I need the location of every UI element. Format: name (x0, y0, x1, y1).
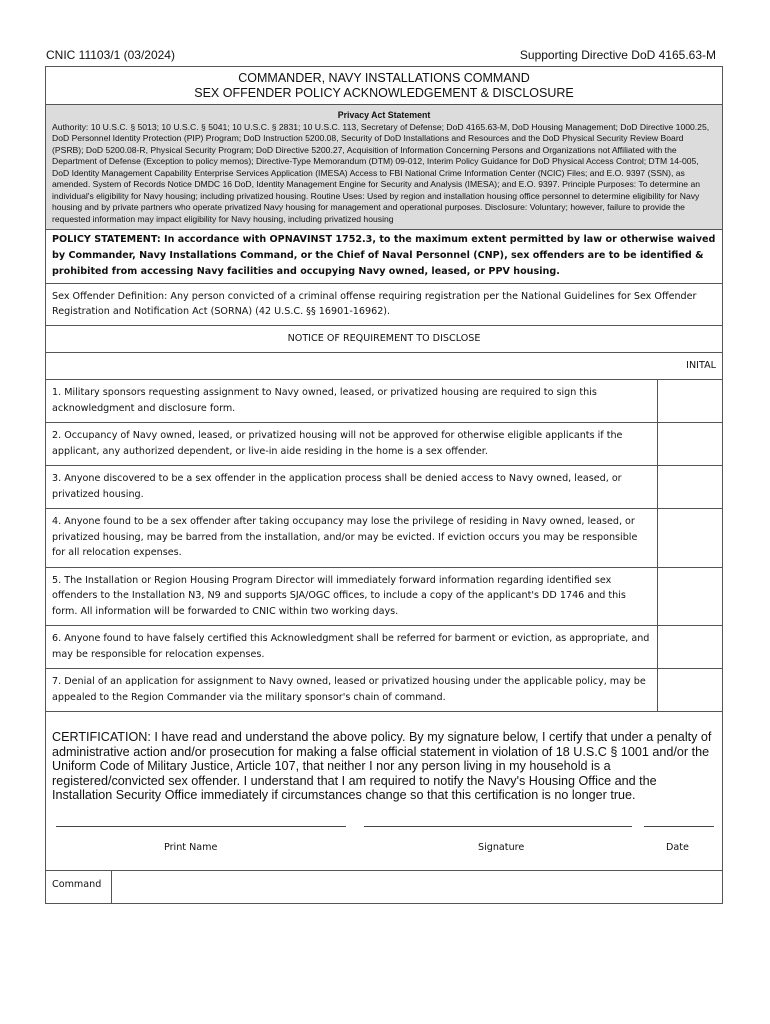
form-title (46, 67, 722, 105)
title-line-1: COMMANDER, NAVY INSTALLATIONS COMMAND (238, 71, 530, 85)
item-text: 7. Denial of an application for assignment to Navy owned, leased or privatized housing under the applicable policy, may be appealed to the Region Commander via the military sponsor's chain of command. (46, 669, 658, 711)
form-number: CNIC 11103/1 (03/2024) (46, 48, 175, 62)
initial-box-6[interactable] (658, 626, 722, 668)
signature-area (46, 814, 722, 871)
policy-statement: POLICY STATEMENT: In accordance with OPNAVINST 1752.3, to the maximum extent permitted by law or otherwise waived by Commander, Navy Installations Command, or the Chief of Naval Personnel (CNP), sex offenders are to be identified & prohibited from accessing Navy facilities and occupying Navy owned, leased, or PPV housing. (46, 230, 722, 284)
notice-heading: NOTICE OF REQUIREMENT TO DISCLOSE (46, 326, 722, 353)
initial-box-5[interactable] (658, 568, 722, 626)
print-name-label: Print Name (164, 842, 218, 853)
list-item (46, 669, 722, 712)
list-item (46, 423, 722, 466)
signature-field[interactable] (364, 826, 632, 827)
privacy-heading: Privacy Act Statement (337, 110, 431, 120)
item-text: 4. Anyone found to be a sex offender after taking occupancy may lose the privilege of residing in Navy owned, leased, or privatized housing, may be barred from the installation, and/or may be evicted. If eviction occurs you may be responsible for all relocation expenses. (46, 509, 658, 567)
item-text: 5. The Installation or Region Housing Program Director will immediately forward information regarding identified sex offenders to the Installation N3, N9 and supports SJA/OGC offices, to include a copy of the applicant's DD 1746 and this form. All information will be forwarded to CNIC within two working days. (46, 568, 658, 626)
list-item (46, 626, 722, 669)
list-item (46, 380, 722, 423)
initial-box-1[interactable] (658, 380, 722, 422)
item-text: 1. Military sponsors requesting assignment to Navy owned, leased, or privatized housing are required to sign this acknowledgment and disclosure form. (46, 380, 658, 422)
initial-label: INITAL (686, 360, 716, 371)
date-label: Date (666, 842, 689, 853)
item-text: 3. Anyone discovered to be a sex offender in the application process shall be denied access to Navy owned, leased, or privatized housing. (46, 466, 658, 508)
initial-box-3[interactable] (658, 466, 722, 508)
date-field[interactable] (644, 826, 714, 827)
command-field[interactable] (112, 871, 722, 903)
certification-statement: CERTIFICATION: I have read and understand the above policy. By my signature below, I certify that under a penalty of administrative action and/or prosecution for making a false official statement in violation of 18 U.S.C § 1001 and/or the Uniform Code of Military Justice, Article 107, that neither I nor any person living in my household is a registered/convicted sex offender. I understand that I am required to notify the Navy's Housing Office and the Installation Security Office immediately if circumstances change so that this certification is no longer true. (52, 730, 712, 802)
list-item (46, 568, 722, 627)
initial-box-7[interactable] (658, 669, 722, 711)
acknowledgement-form (45, 66, 723, 904)
list-item (46, 509, 722, 568)
title-line-2: SEX OFFENDER POLICY ACKNOWLEDGEMENT & DISCLOSURE (194, 86, 574, 100)
initial-column-header (46, 353, 722, 380)
print-name-field[interactable] (56, 826, 346, 827)
privacy-body: Authority: 10 U.S.C. § 5013; 10 U.S.C. § 5041; 10 U.S.C. § 2831; 10 U.S.C. 113, Secretary of Defense; DoD 4165.63-M, DoD Housing Management; DoD Directive 1000.25, DoD Personnel Identity Protection (PIP) Program; DoD Instruction 5200.08, Security of DoD Installations and Resources and the DoD Physical Security Review Board (PSRB); DoD 5200.08-R, Physical Security Program; DoD Directive 5200.27, Acquisition of Information Concerning Persons and Organizations not Affiliated with the Department of Defense (Exception to policy memos); Directive-Type Memorandum (DTM) 09-012, Interim Policy Guidance for DoD Physical Access Control; DTM 14-005, DoD Identity Management Capability Enterprise Services Application (IMESA) Access to FBI National Crime Information Center (NCIC) Files; and E.O. 9397 (SSN), as amended. System of Records Notice DMDC 16 DoD, Identity Management Engine for Security and Analysis (IMESA); and E.O. 9397. Principle Purposes: To determine an individual's eligibility for Navy housing; including privatized housing. Routine Uses: Used by region and installation housing office personnel to determine eligibility for Navy housing and by private partners who operate privatized Navy housing for management and operational purposes. Disclosure: Voluntary; however, failure to provide the requested information may impact eligibility for Navy housing, including privatized housing (52, 121, 710, 224)
supporting-directive: Supporting Directive DoD 4165.63-M (519, 48, 716, 62)
sex-offender-definition: Sex Offender Definition: Any person convicted of a criminal offense requiring registration per the National Guidelines for Sex Offender Registration and Notification Act (SORNA) (42 U.S.C. §§ 16901-16962). (46, 284, 722, 326)
privacy-act-statement (46, 105, 722, 230)
item-text: 6. Anyone found to have falsely certified this Acknowledgment shall be referred for barment or eviction, as appropriate, and may be responsible for relocation expenses. (46, 626, 658, 668)
initial-box-4[interactable] (658, 509, 722, 567)
list-item (46, 466, 722, 509)
initial-box-2[interactable] (658, 423, 722, 465)
command-row (46, 871, 722, 903)
command-label: Command (46, 871, 112, 903)
signature-label: Signature (478, 842, 525, 853)
item-text: 2. Occupancy of Navy owned, leased, or privatized housing will not be approved for otherwise eligible applicants if the applicant, any authorized dependent, or live-in aide residing in the home is a sex offender. (46, 423, 658, 465)
